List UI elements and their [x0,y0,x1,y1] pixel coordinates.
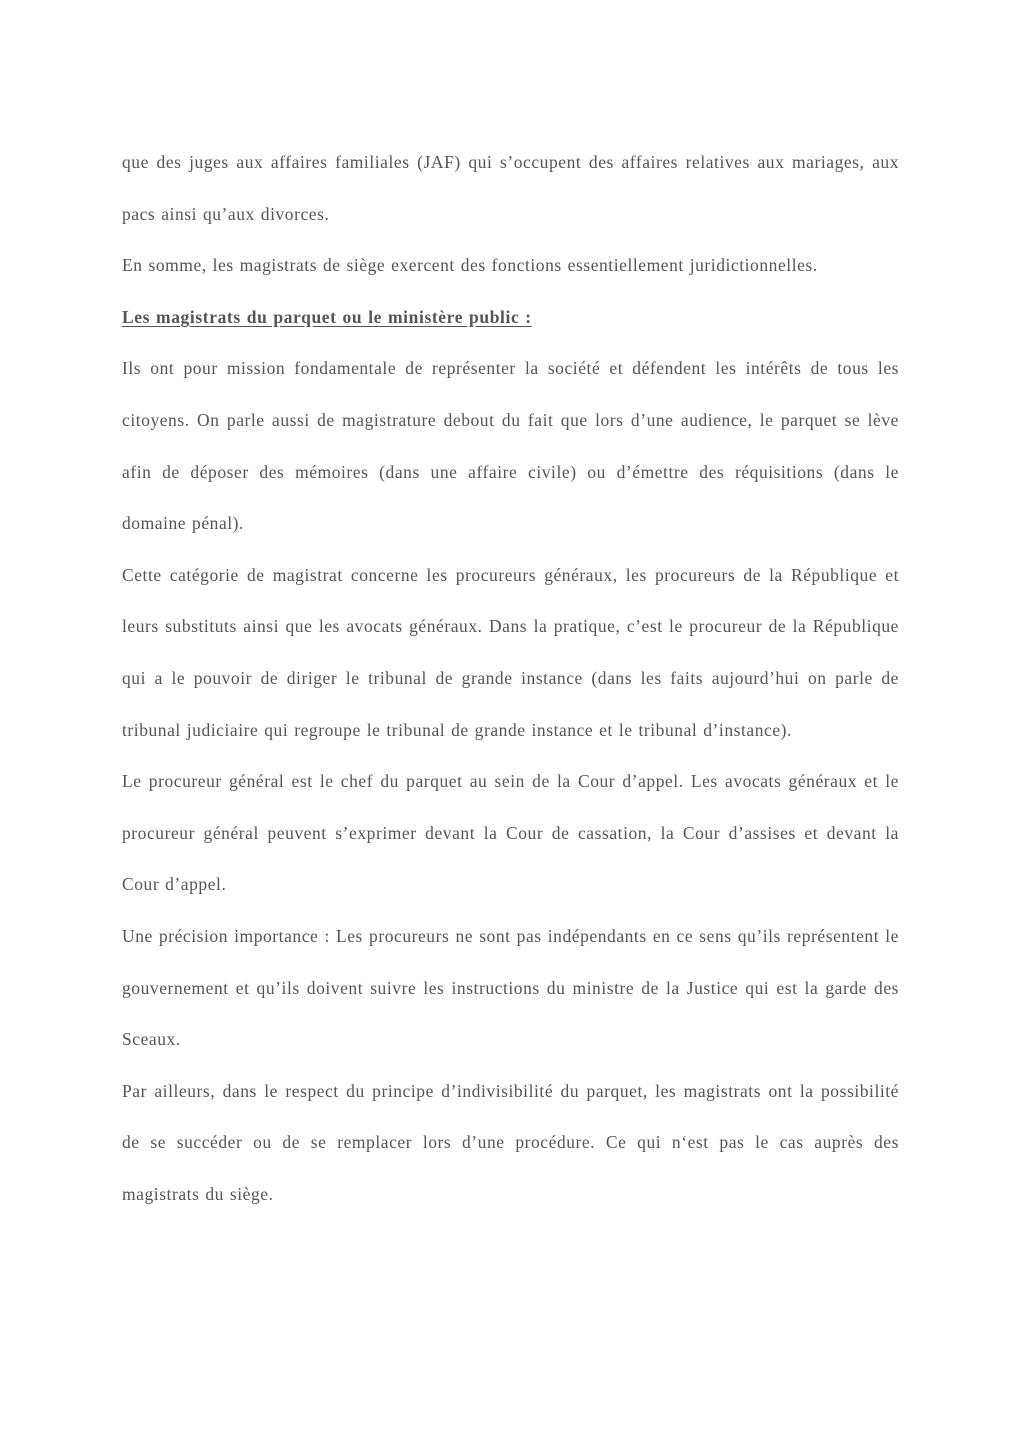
paragraph-categorie: Cette catégorie de magistrat concerne les procureurs généraux, les procureurs de la République et leurs substituts ainsi que les avocats généraux. Dans la pratique, c’est le procureur de la République qui a le pouvoir de diriger le tribunal de grande instance (dans les faits aujourd’hui on parle de tribunal judiciaire qui regroupe le tribunal de grande instance et le tribunal d’instance). [122,564,899,740]
document-body [122,137,899,1220]
paragraph-indivisibilite: Par ailleurs, dans le respect du principe d’indivisibilité du parquet, les magistrats ont la possibilité de se succéder ou de se remplacer lors d’une procédure. Ce qui n‘est pas le cas auprès des magistrats du siège. [122,1080,899,1204]
paragraph-procureur-general: Le procureur général est le chef du parquet au sein de la Cour d’appel. Les avocats généraux et le procureur général peuvent s’exprimer devant la Cour de cassation, la Cour d’assises et devant la Cour d’appel. [122,771,899,895]
section-heading: Les magistrats du parquet ou le ministère public : [122,306,532,327]
paragraph-mission: Ils ont pour mission fondamentale de représenter la société et défendent les intérêts de tous les citoyens. On parle aussi de magistrature debout du fait que lors d’une audience, le parquet se lève afin de déposer des mémoires (dans une affaire civile) ou d’émettre des réquisitions (dans le domaine pénal). [122,358,899,534]
paragraph-precision: Une précision importance : Les procureurs ne sont pas indépendants en ce sens qu’ils représentent le gouvernement et qu’ils doivent suivre les instructions du ministre de la Justice qui est la garde des Sceaux. [122,925,899,1050]
paragraph-en-somme: En somme, les magistrats de siège exercent des fonctions essentiellement juridictionnelles. [122,255,818,276]
paragraph-jaf: que des juges aux affaires familiales (JAF) qui s’occupent des affaires relatives aux mariages, aux pacs ainsi qu’aux divorces. [122,152,899,224]
